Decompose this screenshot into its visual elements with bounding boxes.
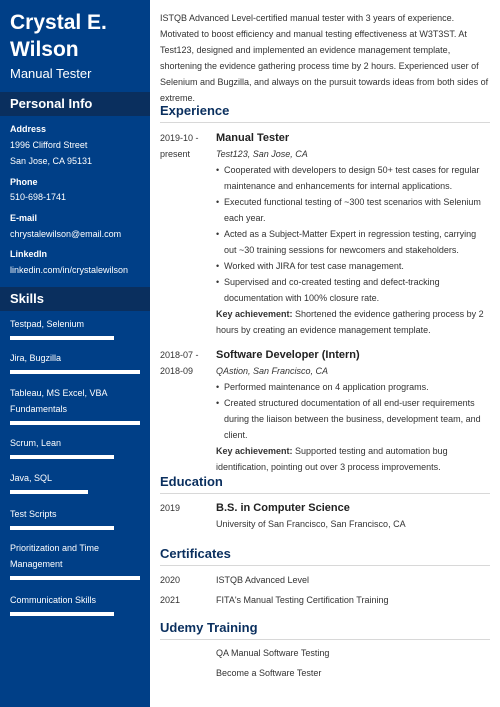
education-heading: Education [160,474,490,494]
job-1-achievement [216,306,490,338]
udemy-course-1: QA Manual Software Testing [216,648,330,658]
skill-item [10,316,140,340]
skill-level-fill [10,421,140,425]
skill-item [10,506,140,530]
sidebar [0,0,150,707]
list-item: • Cooperated with developers to design 50+ test cases for regular maintenance and enhancements for internal applications. [216,162,490,194]
address-label: Address [10,124,47,134]
phone-value: 510-698-1741 [10,192,67,202]
name-line-1: Crystal E. [10,11,107,34]
udemy-course-2: Become a Software Tester [216,668,322,678]
skill-level-bar [10,455,140,459]
email-label: E-mail [10,213,38,223]
skill-item [10,350,140,374]
certificates-heading: Certificates [160,546,490,566]
education-year: 2019 [160,503,181,513]
udemy-heading: Udemy Training [160,620,490,640]
achievement-text: Shortened the evidence gathering process by 2 hours by creating an evidence management template. [216,309,484,335]
job-2-date-end: 2018-09 [160,366,194,376]
skill-name: Tableau, MS Excel, VBA Fundamentals [10,388,108,414]
achievement-text: Supported testing and automation bug identification, pointing out over 3 process improvements. [216,446,448,472]
job-1 [216,130,490,338]
job-2-title: Software Developer (Intern) [216,349,360,361]
skill-item [10,540,140,580]
skill-item [10,385,140,425]
list-item: • Executed functional testing of ~300 test scenarios with Selenium each year. [216,194,490,226]
list-item: • Supervised and co-created testing and defect-tracking documentation with 100% closure rate. [216,274,490,306]
job-1-org: Test123, San Jose, CA [216,149,308,159]
certificate-2-year: 2021 [160,595,181,605]
skill-level-bar [10,370,140,374]
education-entry [216,500,490,532]
job-2-dates [160,347,212,379]
personal-info-heading: Personal Info [0,92,150,116]
experience-heading: Experience [160,103,490,123]
job-2 [216,347,490,475]
address-line-2: San Jose, CA 95131 [10,156,93,166]
job-1-title: Manual Tester [216,132,290,144]
job-1-date-start: 2019-10 - [160,133,199,143]
summary-text: ISTQB Advanced Level-certified manual tester with 3 years of experience. Motivated to boost efficiency and manual testing effectiveness at W3T3ST. At Test123, designed and implemented an evidence management template, shortening the evidence gathering process time by 2 hours. Experienced user of Selenium and Bugzilla, and always on the pursuit towards ideas from both sides of extreme. [160,13,489,103]
skill-item [10,592,140,616]
skill-level-fill [10,455,114,459]
certificate-2-name: FITA's Manual Testing Certification Training [216,595,389,605]
job-2-org: QAstion, San Francisco, CA [216,366,329,376]
education-degree: B.S. in Computer Science [216,502,350,514]
skill-level-fill [10,336,114,340]
job-2-achievement [216,443,490,475]
candidate-role: Manual Tester [10,66,92,81]
list-item: • Created structured documentation of all end-user requirements during the liaison between the business, development team, and client. [216,395,490,443]
linkedin-value[interactable]: linkedin.com/in/crystalewilson [10,265,129,275]
list-item: • Worked with JIRA for test case management. [216,258,490,274]
skill-name: Testpad, Selenium [10,319,85,329]
skill-item [10,470,140,494]
skill-level-bar [10,490,140,494]
name-line-2: Wilson [10,38,79,61]
job-1-bullets [216,162,490,306]
skill-name: Communication Skills [10,595,97,605]
address-line-1: 1996 Clifford Street [10,140,88,150]
skill-level-bar [10,336,140,340]
achievement-label: Key achievement: [216,446,293,456]
skill-level-fill [10,526,114,530]
skill-level-fill [10,490,88,494]
skill-item [10,435,140,459]
skill-level-bar [10,576,140,580]
skill-name: Test Scripts [10,509,57,519]
education-school: University of San Francisco, San Francisco, CA [216,519,406,529]
list-item: • Acted as a Subject-Matter Expert in regression testing, carrying out ~30 training sessions for newcomers and stakeholders. [216,226,490,258]
certificate-1-year: 2020 [160,575,181,585]
skill-name: Scrum, Lean [10,438,62,448]
skill-level-fill [10,576,140,580]
job-2-bullets [216,379,490,443]
list-item: • Performed maintenance on 4 application programs. [216,379,490,395]
phone-label: Phone [10,177,38,187]
skill-name: Java, SQL [10,473,53,483]
skill-level-fill [10,370,140,374]
skill-level-bar [10,526,140,530]
job-2-date-start: 2018-07 - [160,350,199,360]
skill-level-bar [10,421,140,425]
skill-name: Prioritization and Time Management [10,543,100,569]
achievement-label: Key achievement: [216,309,293,319]
skill-level-fill [10,612,114,616]
job-1-date-end: present [160,149,191,159]
email-value[interactable]: chrystalewilson@email.com [10,229,122,239]
skill-level-bar [10,612,140,616]
skills-heading: Skills [0,287,150,311]
skill-name: Jira, Bugzilla [10,353,62,363]
certificate-1-name: ISTQB Advanced Level [216,575,310,585]
linkedin-label: LinkedIn [10,249,48,259]
candidate-name [10,9,107,63]
job-1-dates [160,130,212,162]
